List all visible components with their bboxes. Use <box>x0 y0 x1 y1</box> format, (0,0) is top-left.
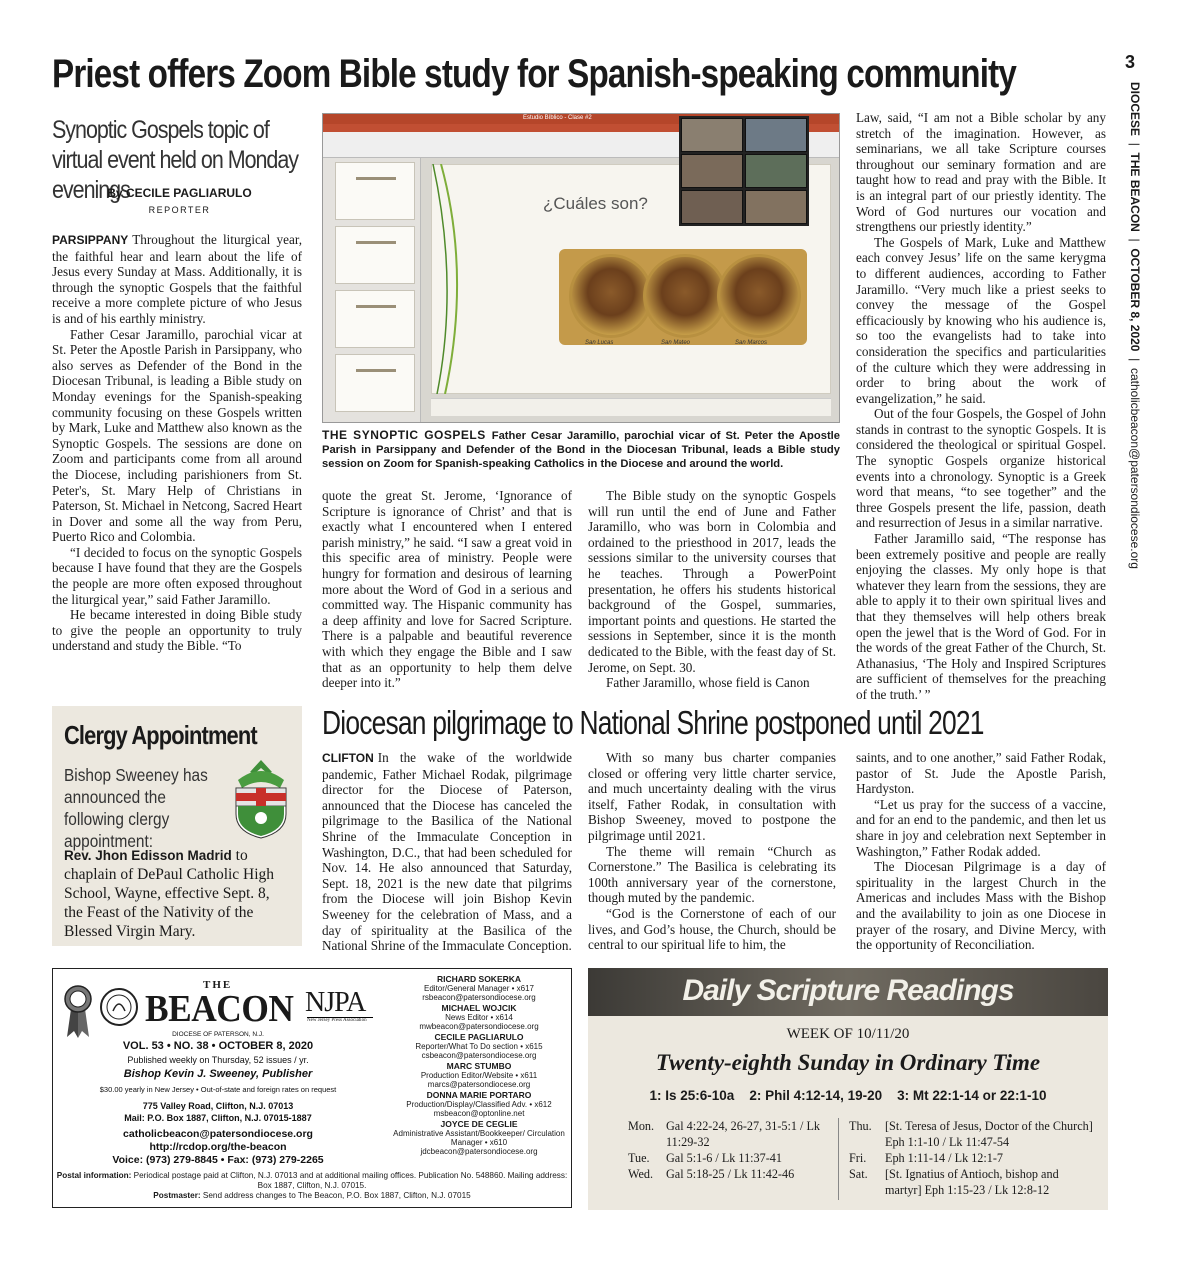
article-column-4 <box>856 110 1106 703</box>
njpa-subtitle: New Jersey Press Association <box>307 1017 373 1023</box>
day-reading: Mon. Gal 4:22-24, 26-27, 31-5:1 / Lk 11:29-32 <box>628 1119 821 1149</box>
caption-text: Father Cesar Jaramillo, parochial vicar of St. Peter the Apostle Parish in Parsippany and Defender of the Bond in the Diocesan Tribunal, leads a Bible study session on Zoom for Spanish-speaking Catholics in the Diocese and around the world. <box>322 430 840 470</box>
paragraph: Father Jaramillo, whose field is Canon <box>606 675 810 691</box>
paragraph: PARSIPPANY Throughout the liturgical year, the faithful hear and learn about the life of Jesus every Sunday at Mass. Additionally, it is through the synoptic Gospels that the faithful receive a more complete picture of who Jesus is and of his earthly ministry. <box>52 232 302 326</box>
publisher-line: Bishop Kevin J. Sweeney, Publisher <box>123 1068 313 1080</box>
postal-info: Postal information: Periodical postage paid at Clifton, N.J. 07013 and at additional mailing offices. Publication No. 548860. Mailing address: Box 1887, Clifton, N.J. 07015. Postmaster: Send address changes to The Beacon, P.O. Box 1887, Clifton, N.J. 07015 <box>56 1171 568 1200</box>
web-line: http://rcdop.org/the-beacon <box>149 1141 287 1153</box>
day-reading: Tue. Gal 5:1-6 / Lk 11:37-41 <box>628 1151 782 1165</box>
clergy-appointment-box <box>52 706 302 946</box>
app-title: Estudio Bíblico - Clase #2 <box>523 115 592 121</box>
staff-entry: MICHAEL WOJCIK News Editor • x614 mwbeacon@patersondiocese.org <box>419 1003 539 1031</box>
article-headline: Diocesan pilgrimage to National Shrine postponed until 2021 <box>322 704 984 741</box>
article-column-1 <box>322 750 572 954</box>
paragraph: CLIFTON In the wake of the worldwide pandemic, Father Michael Rodak, pilgrimage director for the Diocese of Paterson, announced that the Diocese has canceled the pilgrimage to the Basilica of the National Shrine of the Immaculate Conception in Washington, D.C., that had been scheduled for Nov. 14. He also announced that Saturday, Sept. 18, 2021 is the new date that pilgrims from the Diocese will join Bishop Kevin Sweeney for the celebration of Mass, and a day of spirituality at the Basilica of the National Shrine of the Immaculate Conception. <box>322 750 572 954</box>
article-column-3 <box>856 750 1106 953</box>
masthead-the: THE <box>203 979 233 991</box>
photo-caption <box>322 428 840 471</box>
volume-line: VOL. 53 • NO. 38 • OCTOBER 8, 2020 <box>122 1040 314 1052</box>
scripture-week: WEEK OF 10/11/20 <box>786 1026 910 1042</box>
price-line: $30.00 yearly in New Jersey • Out-of-state and foreign rates on request <box>99 1085 337 1094</box>
page-number: 3 <box>1124 52 1135 72</box>
paragraph: The Gospels of Mark, Luke and Matthew each convey Jesus’ life on the same kerygma to different audiences, according to Father Jaramillo. “Very much like a priest seeks to convey the message of the Gospel efficaciously by knowing who his audience is, so too the evangelists had to take into consideration the specifics and particularities of the culture which they were addressing in order to bring about the work of evangelization,” he said. <box>856 234 1106 406</box>
medal-label: San Lucas <box>585 340 614 346</box>
article-headline: Priest offers Zoom Bible study for Spanish-speaking community <box>52 52 1016 96</box>
paragraph: Father Cesar Jaramillo, parochial vicar at St. Peter the Apostle Parish in Parsippany, who also serves as Defender of the Bond in the Diocesan Tribunal, is leading a Bible study on Monday evenings for the Spanish-speaking community focusing on these Gospels written by Mark, Luke and Matthew also known as the Synoptic Gospels. The sessions are done on Zoom and participants come from all around the Diocese, including parishioners from St. Peter's, St. Mary Help of Christians in Paterson, St. Michael in Netcong, Sacred Heart in Dover and some all the way from Peru, Puerto Rico and Colombia. <box>52 326 302 545</box>
rail-date: OCTOBER 8, 2020 <box>1128 248 1142 352</box>
paragraph: Out of the four Gospels, the Gospel of John stands in contrast to the synoptic Gospels. It is considered the theological or spiritual Gospel. The synoptic Gospels organize historical events into a chronology. Synoptic is a Greek word that means, “to see together” and the three Gospels present the life, passion, death and resurrection of Jesus in a similar narrative. <box>856 406 1106 531</box>
clergy-intro: Bishop Sweeney has announced the following clergy appointment: <box>64 765 208 851</box>
medal-label: San Marcos <box>735 340 768 346</box>
article-column-2 <box>588 750 836 953</box>
paragraph: The theme will remain “Church as Cornerstone.” The Basilica is celebrating its 100th anniversary year of the cornerstone, though muted by the pandemic. <box>588 843 836 906</box>
paragraph: “God is the Cornerstone of each of our lives, and God’s house, the Church, should be central to our spiritual life to him, the <box>588 905 836 953</box>
zoom-screenshot-photo <box>322 113 840 423</box>
rail-website: catholicbeacon@patersondiocese.org <box>1128 367 1142 569</box>
masthead-left <box>53 969 385 1169</box>
scripture-title: Daily Scripture Readings <box>682 974 1014 1007</box>
caption-title: THE SYNOPTIC GOSPELS <box>322 428 486 442</box>
diocese-crest-icon <box>230 758 292 840</box>
paragraph: saints, and to one another,” said Father Rodak, pastor of St. Jude the Apostle Parish, Hardyston. <box>856 750 1106 797</box>
staff-entry: MARC STUMBO Production Editor/Website • x611 marcs@patersondiocese.org <box>420 1061 538 1089</box>
masthead-title: BEACON <box>145 988 294 1030</box>
address-line: 775 Valley Road, Clifton, N.J. 07013 <box>142 1101 294 1111</box>
clergy-announcement: Rev. Jhon Edisson Madrid to chaplain of DePaul Catholic High School, Wayne, effective Sept. 8, the Feast of the Nativity of the Blessed Virgin Mary. <box>64 847 275 940</box>
paragraph: With so many bus charter companies closed or offering very little charter service, and much uncertainty dealing with the virus itself, Father Rodak, in consultation with Bishop Sweeney, moved to postpone the pilgrimage until 2021. <box>588 750 836 843</box>
day-reading: Wed. Gal 5:18-25 / Lk 11:42-46 <box>628 1167 795 1181</box>
paragraph: “Let us pray for the success of a vaccine, and for an end to the pandemic, and then let us share in joy and celebration next September in Washington,” Father Rodak added. <box>856 796 1106 859</box>
staff-list <box>393 975 565 1158</box>
paragraph: “I decided to focus on the synoptic Gospels because I have found that they are the Gospels the people are more often exposed throughout the liturgical year,” said Father Jaramillo. <box>52 544 302 607</box>
zoom-gallery <box>679 116 809 226</box>
paragraph: Law, said, “I am not a Bible scholar by any stretch of the imagination. However, as seminarians, we all take Scripture courses throughout our seminary formation and are taught how to read and pray with the Bible. It is an integral part of our priestly identity. The Word of God nurtures our vocation and strengthens our priestly identity.” <box>856 110 1106 235</box>
paragraph: Father Jaramillo said, “The response has been extremely positive and people are really enjoying the classes. My only hope is that whatever they learn from the sessions, they are able to apply it to their own spiritual lives and that they themselves will help others break open the jewel that is the Word of God. For in the words of the great Father of the Church, St. Athanasius, ‘The Holy and Inspired Scriptures are sufficient of themselves for the preaching of the truth.’ ” <box>856 531 1106 702</box>
clergy-name: Rev. Jhon Edisson Madrid <box>64 848 232 863</box>
slide-title: ¿Cuáles son? <box>543 194 648 213</box>
email-line: catholicbeacon@patersondiocese.org <box>123 1128 313 1140</box>
paragraph: quote the great St. Jerome, ‘Ignorance of Scripture is ignorance of Christ’ and that is exactly what I encountered when I entered parish ministry,” he said. “I saw a great void in this specific area of ministry. People were hungry for formation and desirous of learning more about the Word of God in a serious and committed way. The Hispanic community has a deep affinity and love for Sacred Scripture. There is a palpable and beautiful reverence with which they engage the Bible and I saw that as an opportunity to help them delve deeper into it.” <box>322 488 572 691</box>
staff-entry: DONNA MARIE PORTARO Production/Display/Classified Adv. • x612 msbeacon@optonline.net <box>406 1090 552 1118</box>
dateline: PARSIPPANY <box>52 233 129 247</box>
njpa-logo: NJPA <box>305 987 366 1018</box>
paragraph: He became interested in doing Bible study to give the people an opportunity to truly understand and study the Bible. “To <box>52 607 302 654</box>
byline-role: REPORTER <box>148 205 211 215</box>
cpa-seal-icon <box>99 987 139 1027</box>
article-column-1 <box>52 232 302 654</box>
rail-paper: THE BEACON <box>1128 152 1142 232</box>
right-rail <box>1118 52 1142 652</box>
sunday-readings: 1: Is 25:6-10a 2: Phil 4:12-14, 19-20 3: Mt 22:1-14 or 22:1-10 <box>649 1088 1047 1103</box>
staff-entry: JOYCE DE CEGLIE Administrative Assistant/Bookkeeper/ Circulation Manager • x610 jdcbeacon@patersondiocese.org <box>393 1119 565 1156</box>
decorative-curve <box>431 164 491 394</box>
staff-entry: CECILE PAGLIARULO Reporter/What To Do section • x615 csbeacon@patersondiocese.org <box>415 1032 543 1060</box>
evangelist-medallion <box>569 254 653 338</box>
byline: By CECILE PAGLIARULO <box>107 186 252 200</box>
mail-line: Mail: P.O. Box 1887, Clifton, N.J. 07015-1887 <box>124 1113 312 1123</box>
clergy-title: Clergy Appointment <box>64 720 257 750</box>
rail-folio: DIOCESE | THE BEACON | OCTOBER 8, 2020 | catholicbeacon@patersondiocese.org <box>1128 82 1142 569</box>
medal-label: San Mateo <box>661 340 691 346</box>
dateline: CLIFTON <box>322 751 374 765</box>
article-subhead: Synoptic Gospels topic of virtual event held on Monday evenings <box>52 116 299 204</box>
article-column-2 <box>322 488 572 691</box>
day-reading: Fri. Eph 1:11-14 / Lk 12:1-7 <box>849 1151 1004 1165</box>
evangelist-medallion <box>643 254 727 338</box>
evangelist-medallion <box>717 254 801 338</box>
phone-line: Voice: (973) 279-8845 • Fax: (973) 279-2265 <box>112 1154 324 1166</box>
published-line: Published weekly on Thursday, 52 issues / yr. <box>127 1055 309 1065</box>
scripture-sunday: Twenty-eighth Sunday in Ordinary Time <box>655 1050 1041 1075</box>
masthead-box <box>52 968 572 1208</box>
paragraph: The Diocesan Pilgrimage is a day of spirituality in the largest Church in the Americas and includes Mass with the Bishop and the availability to join as one Diocese in prayer of the rosary, and Divine Mercy, with the opportunity of Reconciliation. <box>856 859 1106 953</box>
paragraph: The Bible study on the synoptic Gospels will run until the end of June and Father Jaramillo, who was born in Colombia and ordained to the priesthood in 2017, leads the sessions similar to the university courses that he teaches. Through a PowerPoint presentation, he offers his students historical background of the Gospel, summaries, important points and questions. He started the sessions in September, since it is the month dedicated to the Bible, with the feast day of St. Jerome, on Sept. 30. <box>588 488 836 675</box>
staff-entry: RICHARD SOKERKA Editor/General Manager • x617 rsbeacon@patersondiocese.org <box>422 974 536 1002</box>
rail-section: DIOCESE <box>1128 82 1142 137</box>
day-reading: Thu. [St. Teresa of Jesus, Doctor of the Church] Eph 1:1-10 / Lk 11:47-54 <box>849 1119 1093 1149</box>
day-reading: Sat. [St. Ignatius of Antioch, bishop and martyr] Eph 1:15-23 / Lk 12:8-12 <box>849 1167 1059 1197</box>
daily-scripture-box <box>588 968 1108 1210</box>
article-column-3 <box>588 488 836 691</box>
diocese-line: DIOCESE OF PATERSON, N.J. <box>172 1031 264 1038</box>
